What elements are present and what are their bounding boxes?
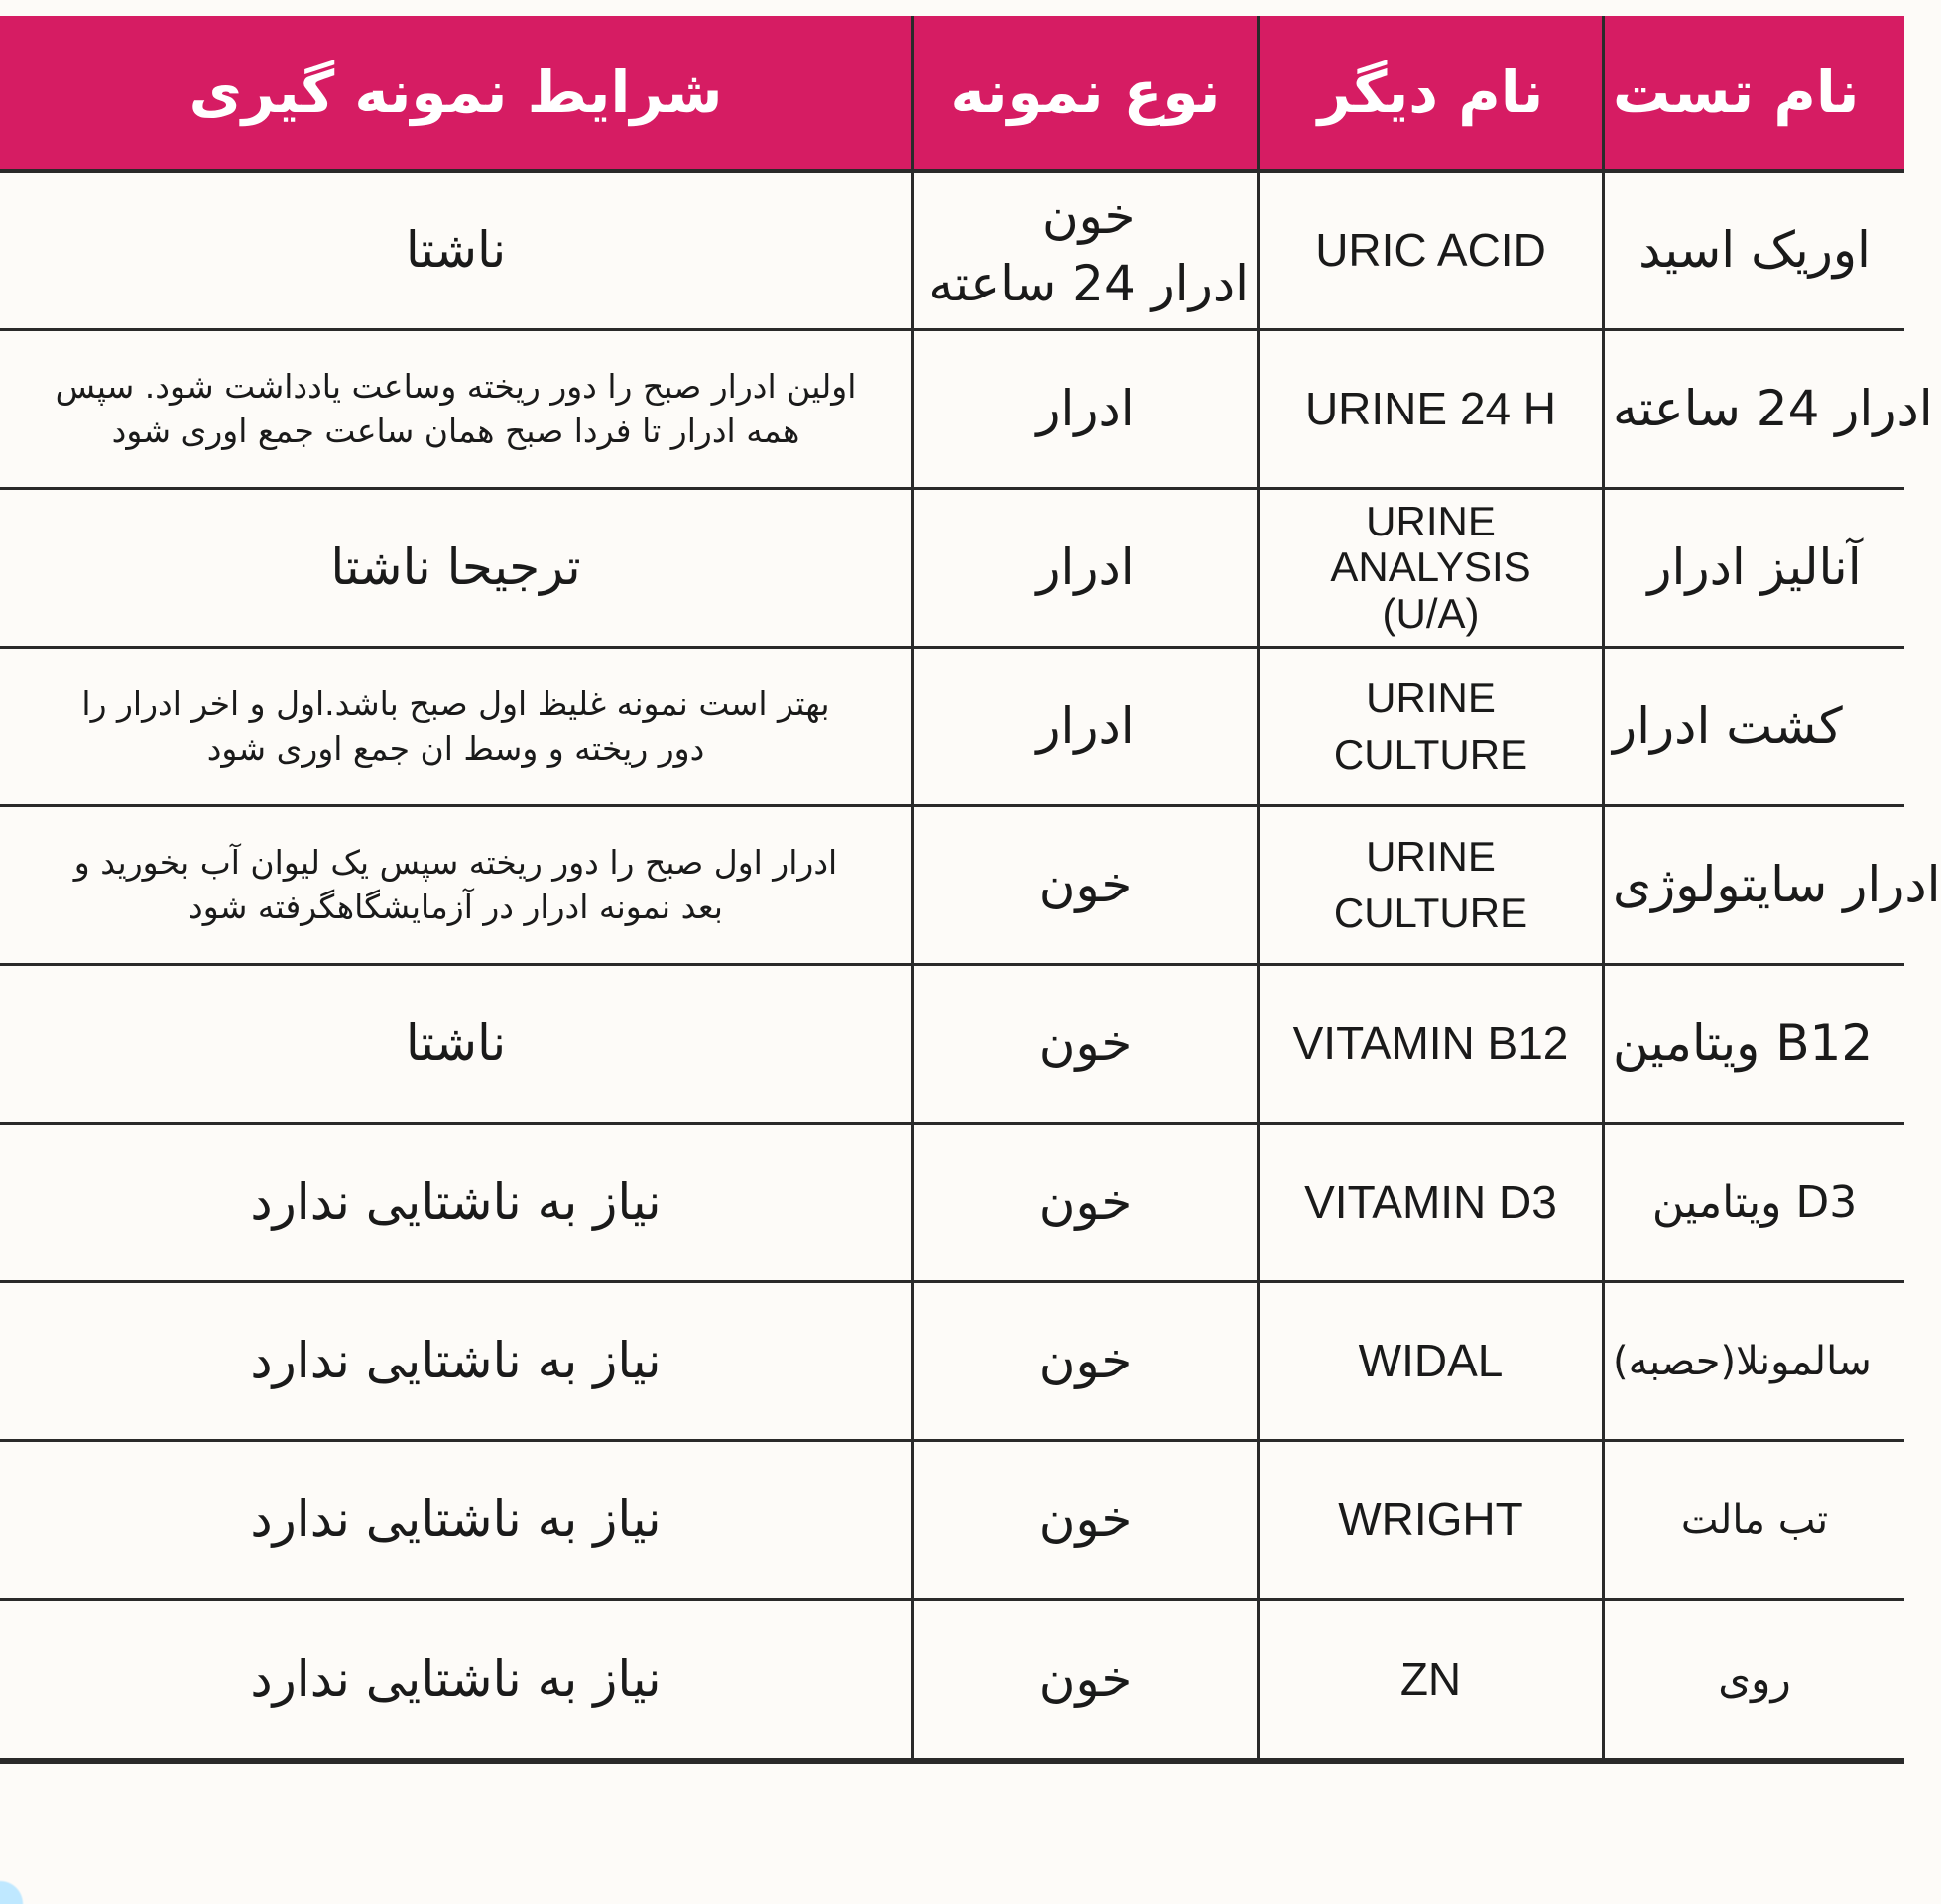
row-conditions: اولین ادرار صبح را دور ریخته وساعت یادداشت شود. سپس همه ادرار تا فردا صبح همان ساعت جمع اوری شود — [0, 331, 914, 490]
corner-decoration — [0, 1864, 60, 1904]
row-test-name: تب مالت — [1605, 1442, 1904, 1601]
row-test-name: D3 ویتامین — [1605, 1125, 1904, 1283]
row-conditions: ناشتا — [0, 173, 914, 331]
row-test-name: روی — [1605, 1601, 1904, 1761]
row-sample-type: خون — [914, 966, 1260, 1125]
row-other-name: WRIGHT — [1260, 1442, 1605, 1601]
row-test-name: B12 ویتامین — [1605, 966, 1904, 1125]
row-test-name: ادرار سایتولوژی — [1605, 807, 1904, 966]
row-other-name: VITAMIN B12 — [1260, 966, 1605, 1125]
row-other-name: ZN — [1260, 1601, 1605, 1761]
row-test-name: سالمونلا(حصبه) — [1605, 1283, 1904, 1442]
row-sample-type: خون — [914, 1601, 1260, 1761]
row-test-name: ادرار 24 ساعته — [1605, 331, 1904, 490]
row-other-name: URINE ANALYSIS (U/A) — [1260, 490, 1605, 649]
row-sample-type: ادرار — [914, 490, 1260, 649]
row-test-name: آنالیز ادرار — [1605, 490, 1904, 649]
row-sample-type: خون ادرار 24 ساعته — [914, 173, 1260, 331]
row-sample-type: ادرار — [914, 331, 1260, 490]
header-conditions: شرایط نمونه گیری — [0, 16, 914, 173]
row-other-name: URINE CULTURE — [1260, 649, 1605, 807]
header-test-name: نام تست — [1605, 16, 1904, 173]
row-conditions: بهتر است نمونه غلیظ اول صبح باشد.اول و اخر ادرار را دور ریخته و وسط ان جمع اوری شود — [0, 649, 914, 807]
header-sample-type: نوع نمونه — [914, 16, 1260, 173]
row-test-name: اوریک اسید — [1605, 173, 1904, 331]
row-sample-type: خون — [914, 1125, 1260, 1283]
row-other-name: URINE 24 H — [1260, 331, 1605, 490]
table-bottom-border — [0, 1761, 1904, 1764]
row-conditions: نیاز به ناشتایی ندارد — [0, 1125, 914, 1283]
row-conditions: نیاز به ناشتایی ندارد — [0, 1442, 914, 1601]
row-conditions: نیاز به ناشتایی ندارد — [0, 1601, 914, 1761]
row-sample-type: خون — [914, 1283, 1260, 1442]
row-sample-type: خون — [914, 1442, 1260, 1601]
row-sample-type: خون — [914, 807, 1260, 966]
row-other-name: URIC ACID — [1260, 173, 1605, 331]
row-conditions: نیاز به ناشتایی ندارد — [0, 1283, 914, 1442]
row-test-name: کشت ادرار — [1605, 649, 1904, 807]
row-other-name: WIDAL — [1260, 1283, 1605, 1442]
header-other-name: نام دیگر — [1260, 16, 1605, 173]
row-conditions: ادرار اول صبح را دور ریخته سپس یک لیوان آب بخورید و بعد نمونه ادرار در آزمایشگاهگرفته شود — [0, 807, 914, 966]
row-other-name: VITAMIN D3 — [1260, 1125, 1605, 1283]
row-conditions: ناشتا — [0, 966, 914, 1125]
row-conditions: ترجیحا ناشتا — [0, 490, 914, 649]
row-other-name: URINE CULTURE — [1260, 807, 1605, 966]
row-sample-type: ادرار — [914, 649, 1260, 807]
